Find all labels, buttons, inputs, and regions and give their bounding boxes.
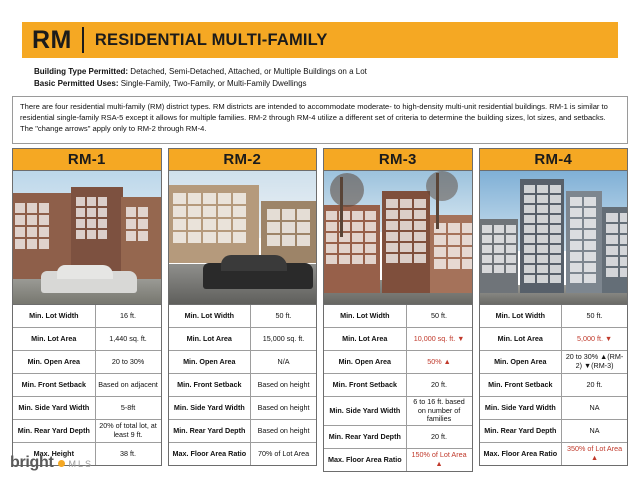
table-row	[169, 373, 317, 396]
photo-rm-2	[168, 171, 318, 305]
basic-uses-line	[34, 78, 614, 90]
spec-value: 38 ft.	[120, 448, 137, 458]
spec-value: 350% of Lot Area ▲	[566, 444, 623, 462]
spec-value: 1,440 sq. ft.	[109, 333, 147, 343]
spec-label: Max. Floor Area Ratio	[324, 449, 407, 471]
spec-label: Min. Front Setback	[169, 374, 252, 396]
spec-label: Min. Side Yard Width	[169, 397, 252, 419]
table-row	[324, 373, 472, 396]
spec-label: Min. Rear Yard Depth	[324, 426, 407, 448]
spec-value: 50 ft.	[431, 310, 448, 320]
spec-value: 20% of total lot, at least 9 ft.	[99, 421, 157, 439]
spec-label: Min. Lot Width	[480, 305, 563, 327]
table-row	[324, 448, 472, 471]
spec-value: Based on height	[257, 425, 310, 435]
spec-value: 5-8ft	[120, 402, 136, 412]
spec-label: Max. Height	[13, 443, 96, 465]
spec-value: 70% of Lot Area	[257, 448, 310, 458]
building-type-line	[34, 66, 614, 78]
table-row	[480, 396, 628, 419]
column-rm-4	[479, 148, 629, 472]
table-row	[13, 327, 161, 350]
spec-value: 5,000 ft. ▼	[576, 333, 613, 343]
spec-value: 15,000 sq. ft.	[262, 333, 305, 343]
spec-value: 50% ▲	[427, 356, 451, 366]
table-row	[480, 419, 628, 442]
district-columns	[12, 148, 628, 472]
spec-value: 16 ft.	[120, 310, 137, 320]
mls-label: MLS	[68, 459, 94, 469]
spec-label: Min. Front Setback	[480, 374, 563, 396]
spec-label: Min. Open Area	[169, 351, 252, 373]
table-row	[480, 327, 628, 350]
spec-value: 50 ft.	[586, 310, 603, 320]
spec-table-rm-4	[479, 305, 629, 466]
spec-value: 20 to 30% ▲(RM-2) ▼(RM-3)	[565, 352, 624, 370]
spec-label: Min. Lot Area	[324, 328, 407, 350]
table-row	[324, 396, 472, 425]
spec-label: Min. Open Area	[13, 351, 96, 373]
table-row	[169, 396, 317, 419]
permitted-uses	[34, 66, 614, 91]
table-row	[169, 305, 317, 327]
table-row	[480, 373, 628, 396]
spec-label: Max. Floor Area Ratio	[480, 443, 563, 465]
photo-rm-1	[12, 171, 162, 305]
spec-value: N/A	[277, 356, 290, 366]
spec-value: 20 ft.	[586, 379, 603, 389]
column-rm-3	[323, 148, 473, 472]
spec-value: Based on adjacent	[98, 379, 158, 389]
column-rm-2	[168, 148, 318, 472]
spec-label: Min. Side Yard Width	[324, 397, 407, 425]
table-row	[324, 305, 472, 327]
spec-value: 20 to 30%	[111, 356, 145, 366]
spec-label: Min. Lot Area	[169, 328, 252, 350]
spec-label: Min. Rear Yard Depth	[13, 420, 96, 442]
district-banner	[22, 22, 618, 58]
spec-label: Min. Open Area	[480, 351, 563, 373]
column-rm-1	[12, 148, 162, 472]
spec-label: Min. Lot Width	[13, 305, 96, 327]
spec-value: 6 to 16 ft. based on number of families	[413, 397, 465, 424]
table-row	[480, 305, 628, 327]
spec-value: NA	[589, 402, 600, 412]
district-title: RESIDENTIAL MULTI-FAMILY	[94, 30, 328, 49]
spec-value: 50 ft.	[275, 310, 292, 320]
column-heading-rm-4: RM-4	[479, 148, 629, 171]
spec-value: Based on height	[257, 379, 310, 389]
table-row	[169, 350, 317, 373]
photo-rm-3	[323, 171, 473, 305]
spec-value: 150% of Lot Area ▲	[411, 450, 467, 468]
spec-value: Based on height	[257, 402, 310, 412]
spec-label: Min. Lot Width	[324, 305, 407, 327]
spec-value: 10,000 sq. ft. ▼	[413, 333, 465, 343]
building-type-label: Building Type Permitted:	[34, 67, 129, 76]
column-heading-rm-3: RM-3	[323, 148, 473, 171]
table-row	[13, 419, 161, 442]
spec-label: Min. Lot Width	[169, 305, 252, 327]
table-row	[324, 425, 472, 448]
spec-value: 20 ft.	[431, 431, 448, 441]
spec-label: Min. Front Setback	[324, 374, 407, 396]
brand-dot-icon	[58, 460, 65, 467]
district-description: There are four residential multi-family (RM) district types. RM districts are intended to accommodate moderate- to high-density multi-unit residential buildings. RM-1 is similar to residential single-family RSA-5 except it allows for multiple families. RM-2 through RM-4 utilize a different set of criteria to determine the building sizes, lot sizes, and setbacks. The "change arrows" apply only to RM-2 through RM-4.	[12, 96, 628, 144]
table-row	[480, 350, 628, 373]
spec-label: Min. Side Yard Width	[13, 397, 96, 419]
spec-label: Min. Lot Area	[13, 328, 96, 350]
table-row	[13, 373, 161, 396]
column-heading-rm-1: RM-1	[12, 148, 162, 171]
brand-name: bright	[10, 454, 54, 471]
spec-label: Max. Floor Area Ratio	[169, 443, 252, 465]
spec-table-rm-2	[168, 305, 318, 466]
table-row	[324, 327, 472, 350]
spec-label: Min. Open Area	[324, 351, 407, 373]
table-row	[169, 419, 317, 442]
spec-table-rm-1	[12, 305, 162, 466]
spec-label: Min. Rear Yard Depth	[480, 420, 563, 442]
spec-label: Min. Lot Area	[480, 328, 563, 350]
spec-value: 20 ft.	[431, 379, 448, 389]
spec-value: NA	[589, 425, 600, 435]
spec-label: Min. Side Yard Width	[480, 397, 563, 419]
spec-label: Min. Front Setback	[13, 374, 96, 396]
column-heading-rm-2: RM-2	[168, 148, 318, 171]
spec-table-rm-3	[323, 305, 473, 472]
basic-uses-value: Single-Family, Two-Family, or Multi-Family Dwellings	[118, 79, 307, 89]
table-row	[13, 350, 161, 373]
bright-mls-watermark	[10, 454, 93, 472]
table-row	[324, 350, 472, 373]
table-row	[169, 442, 317, 465]
table-row	[13, 396, 161, 419]
table-row	[480, 442, 628, 465]
basic-uses-label: Basic Permitted Uses:	[34, 79, 119, 89]
table-row	[169, 327, 317, 350]
building-type-value: Detached, Semi-Detached, Attached, or Multiple Buildings on a Lot	[128, 67, 367, 76]
district-code: RM	[32, 25, 72, 54]
table-row	[13, 305, 161, 327]
photo-rm-4	[479, 171, 629, 305]
spec-label: Min. Rear Yard Depth	[169, 420, 252, 442]
